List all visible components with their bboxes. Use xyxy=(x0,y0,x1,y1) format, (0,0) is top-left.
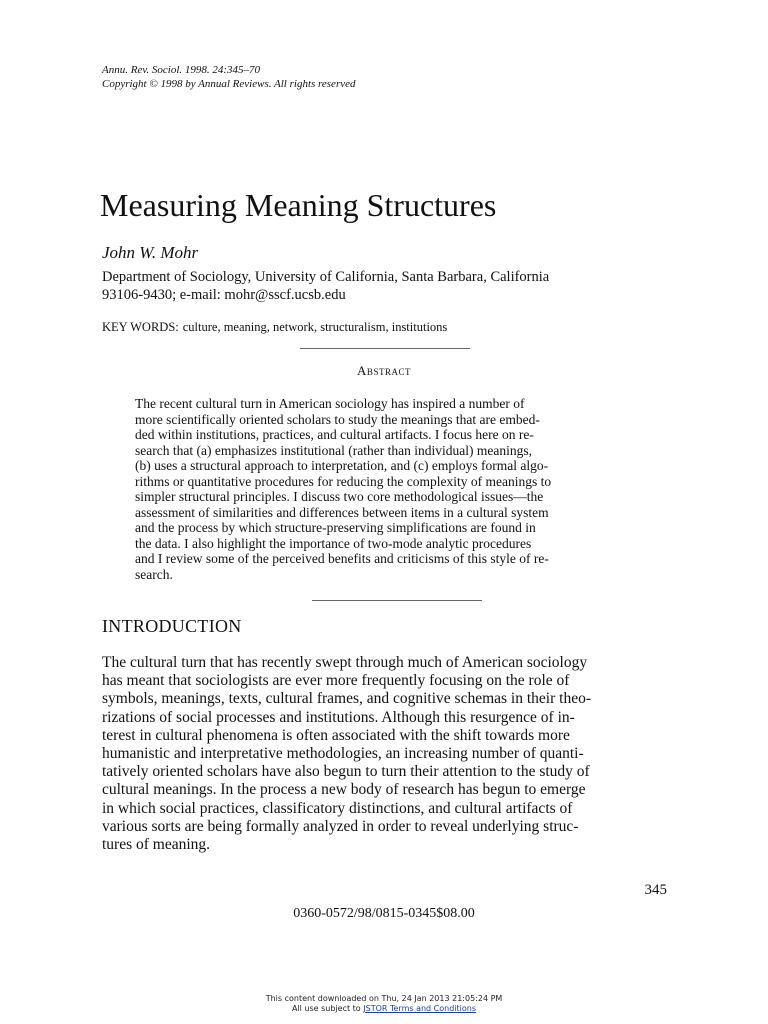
abstract-line: rithms or quantitative procedures for reducing the complexity of meanings to xyxy=(135,473,552,489)
terms-prefix: All use subject to xyxy=(291,1004,364,1013)
body-line: rizations of social processes and institutions. Although this resurgence of in- xyxy=(102,708,575,726)
affiliation-line: Department of Sociology, University of California, Santa Barbara, California xyxy=(102,269,550,285)
body-line: humanistic and interpretative methodologies, an increasing number of quanti- xyxy=(102,745,584,763)
divider-rule xyxy=(300,348,470,349)
jstor-footer xyxy=(0,994,768,1014)
author-name: John W. Mohr xyxy=(102,243,199,262)
abstract-line: assessment of similarities and differences between items in a cultural system xyxy=(135,504,549,520)
abstract-line: and I review some of the perceived benefits and criticisms of this style of re- xyxy=(135,551,549,566)
body-line: in which social practices, classificatory distinctions, and cultural artifacts of xyxy=(102,799,573,817)
body-line: has meant that sociologists are ever more frequently focusing on the role of xyxy=(102,672,570,690)
divider-rule xyxy=(312,600,482,601)
article-title: Measuring Meaning Structures xyxy=(100,187,497,223)
abstract-line: The recent cultural turn in American sociology has inspired a number of xyxy=(135,396,525,411)
abstract-line: (b) uses a structural approach to interpretation, and (c) employs formal algo- xyxy=(135,458,549,473)
copyright-notice: Copyright © 1998 by Annual Reviews. All rights reserved xyxy=(102,78,356,90)
section-heading-introduction: INTRODUCTION xyxy=(102,616,242,636)
abstract-text xyxy=(135,396,635,582)
abstract-heading: Abstract xyxy=(357,363,411,378)
body-line: terest in cultural phenomena is often associated with the shift towards more xyxy=(102,726,570,744)
abstract-line: ded within institutions, practices, and cultural artifacts. I focus here on re- xyxy=(135,427,534,442)
abstract-line: more scientifically oriented scholars to study the meanings that are embed- xyxy=(135,411,540,427)
body-line: tures of meaning. xyxy=(102,836,211,854)
abstract-line: the data. I also highlight the importance of two-mode analytic procedures xyxy=(135,535,532,551)
introduction-text xyxy=(102,654,668,854)
body-line: cultural meanings. In the process a new body of research has begun to emerge xyxy=(102,781,586,799)
affiliation-line: 93106-9430; e-mail: mohr@sscf.ucsb.edu xyxy=(102,287,346,303)
page-number: 345 xyxy=(644,882,667,898)
body-line: The cultural turn that has recently swept through much of American sociology xyxy=(102,654,588,671)
abstract-line: search that (a) emphasizes institutional (rather than individual) meanings, xyxy=(135,442,532,458)
body-line: tatively oriented scholars have also begun to turn their attention to the study of xyxy=(102,763,590,781)
article-code: 0360-0572/98/0815-0345$08.00 xyxy=(293,906,475,921)
body-line: symbols, meanings, texts, cultural frames, and cognitive schemas in their theo- xyxy=(102,690,591,708)
journal-citation: Annu. Rev. Sociol. 1998. 24:345–70 xyxy=(102,64,261,76)
author-affiliation xyxy=(102,268,642,304)
abstract-line: search. xyxy=(135,566,173,582)
journal-header xyxy=(102,63,356,91)
keywords-text: culture, meaning, network, structuralism, institutions xyxy=(182,320,448,334)
jstor-terms-link[interactable]: JSTOR Terms and Conditions xyxy=(363,1004,477,1013)
abstract-line: and the process by which structure-preserving simplifications are found in xyxy=(135,520,536,535)
download-notice: This content downloaded on Thu, 24 Jan 2013 21:05:24 PM xyxy=(265,994,503,1003)
keywords xyxy=(102,320,447,335)
keywords-label: KEY WORDS: xyxy=(102,320,179,334)
terms-line xyxy=(0,1004,768,1014)
abstract-line: simpler structural principles. I discuss two core methodological issues—the xyxy=(135,489,544,504)
body-line: various sorts are being formally analyzed in order to reveal underlying struc- xyxy=(102,817,579,835)
